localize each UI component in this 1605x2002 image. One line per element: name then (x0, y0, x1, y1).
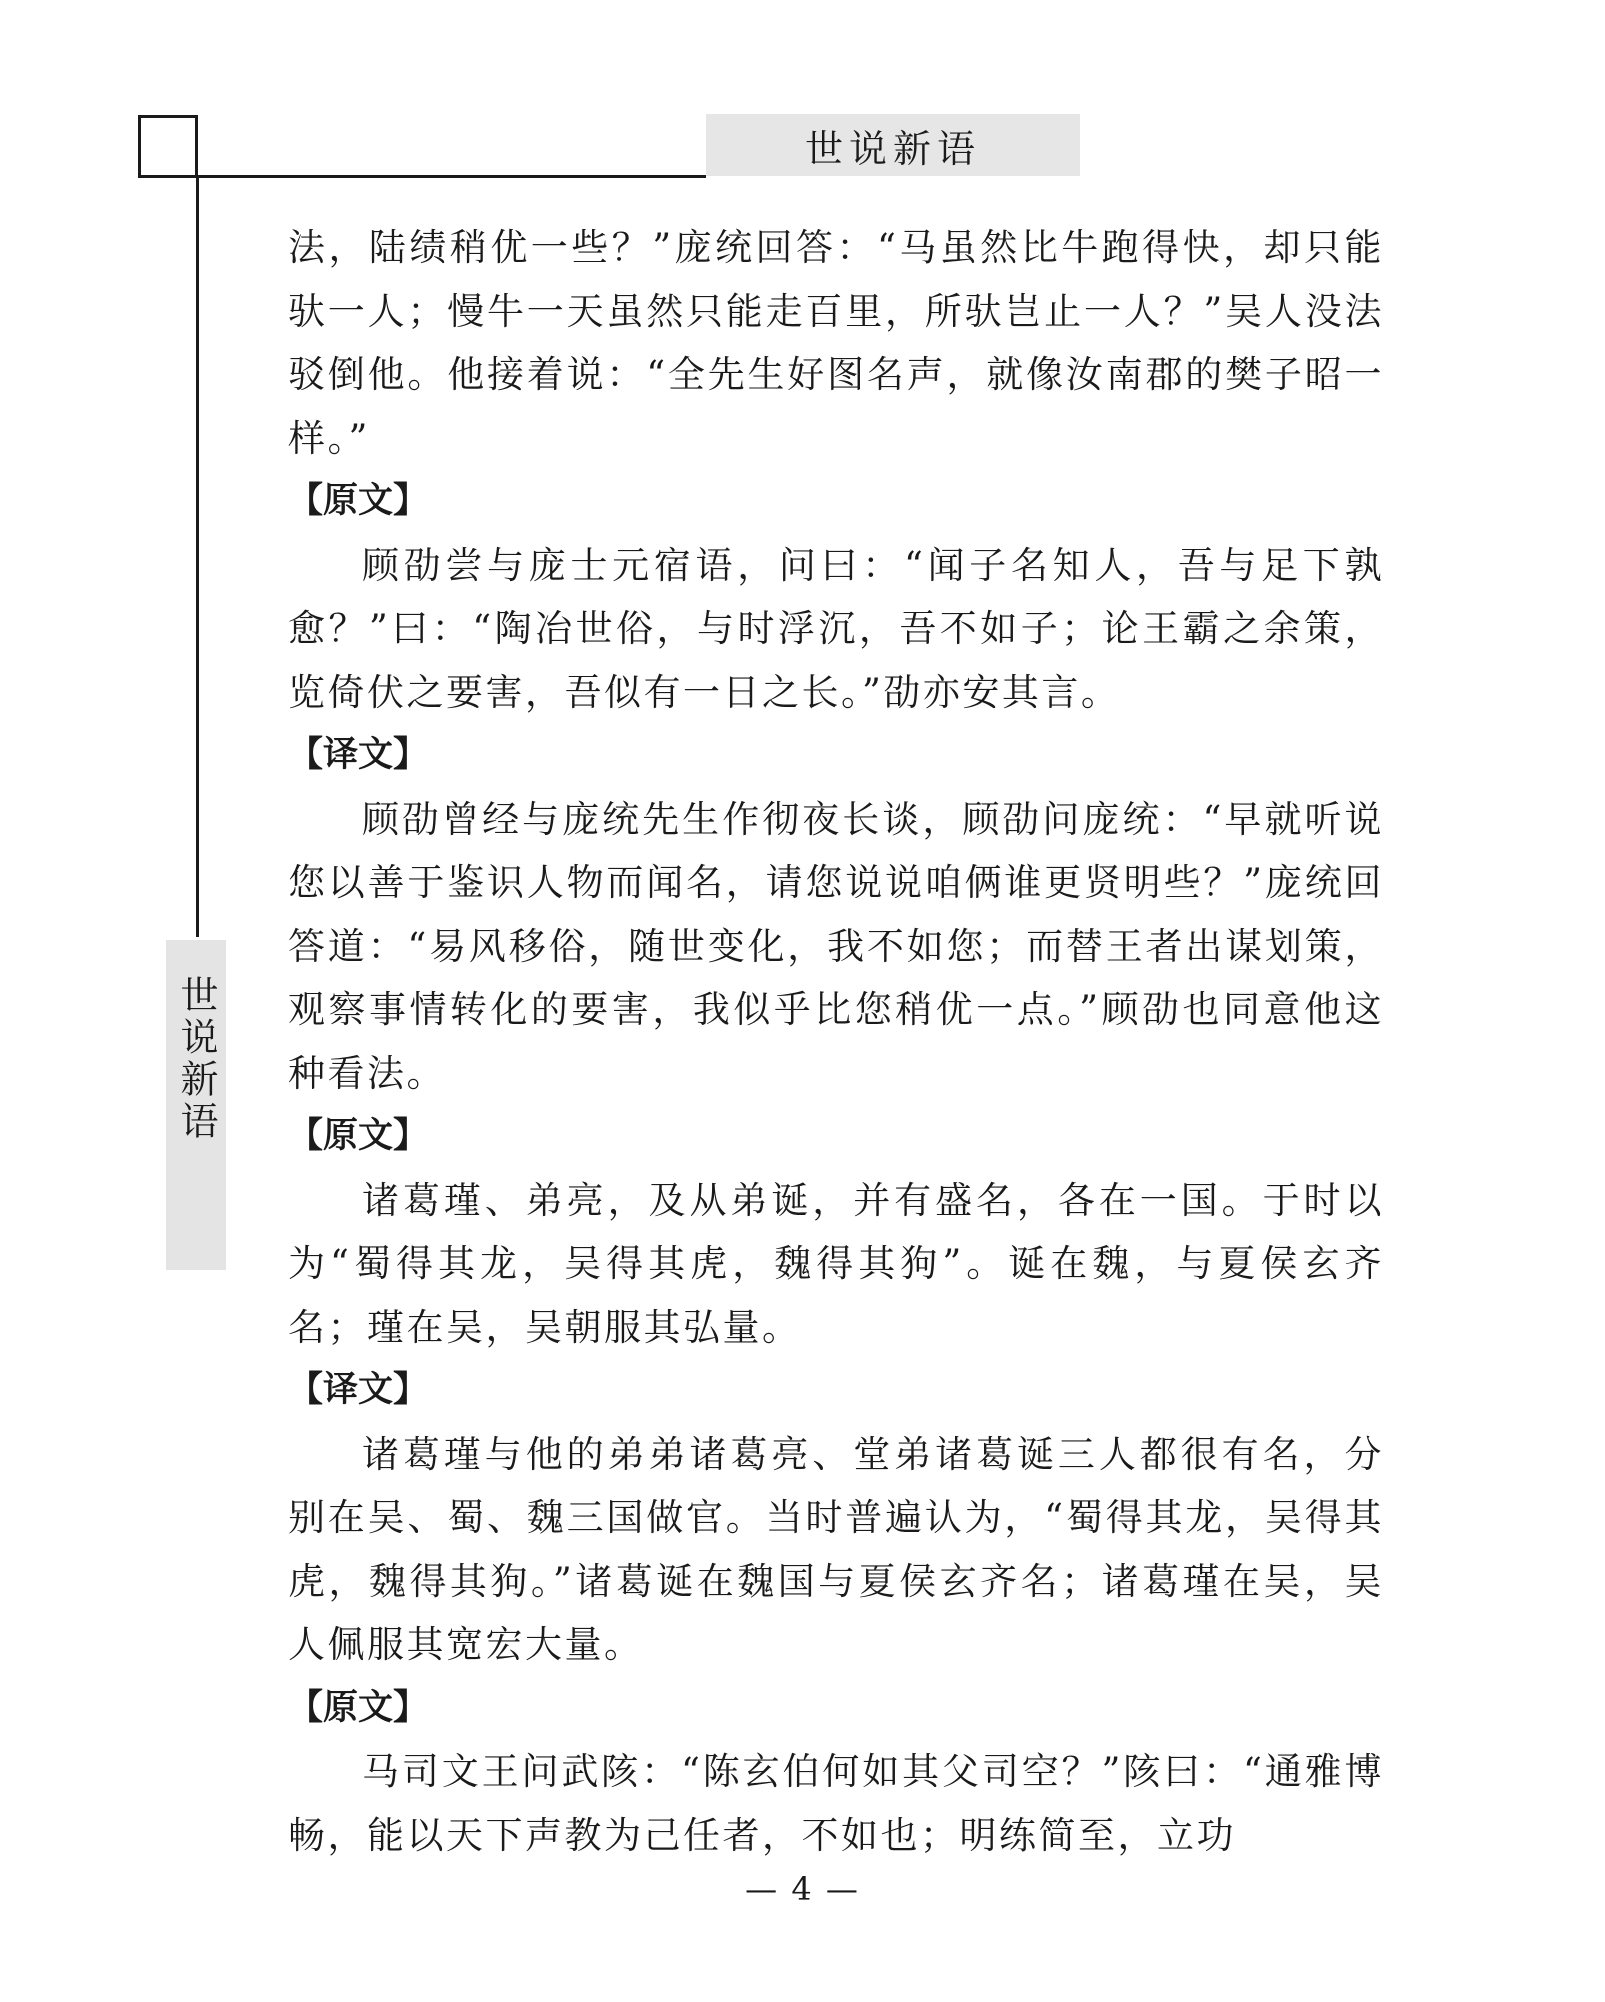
paragraph-original: 马司文王问武陔：“陈玄伯何如其父司空？”陔曰：“通雅博畅，能以天下声教为己任者，不如也；明练简至，立功 (288, 1750, 1384, 1857)
section-heading-translation: 【译文】 (288, 735, 429, 775)
page-number: — 4 — (745, 1870, 860, 1908)
paragraph-original: 诸葛瑾、弟亮，及从弟诞，并有盛名，各在一国。于时以为“蜀得其龙，吴得其虎，魏得其狗”。诞在魏，与夏侯玄齐名；瑾在吴，吴朝服其弘量。 (288, 1178, 1384, 1349)
side-tab-label: 世说新语 (174, 975, 218, 1143)
paragraph-original: 顾劭尝与庞士元宿语，问曰：“闻子名知人，吾与足下孰愈？”曰：“陶冶世俗，与时浮沉，吾不如子；论王霸之余策，览倚伏之要害，吾似有一日之长。”劭亦安其言。 (288, 543, 1384, 714)
spine-line (196, 175, 199, 937)
section-heading-translation: 【译文】 (288, 1370, 429, 1410)
section-heading-original: 【原文】 (288, 1687, 429, 1728)
section-heading-original: 【原文】 (288, 1116, 429, 1156)
paragraph-translation: 顾劭曾经与庞统先生作彻夜长谈，顾劭问庞统：“早就听说您以善于鉴识人物而闻名，请您说说咱俩谁更贤明些？”庞统回答道：“易风移俗，随世变化，我不如您；而替王者出谋划策，观察事情转化的要害，我似乎比您稍优一点。”顾劭也同意他这种看法。 (288, 797, 1384, 1095)
paragraph-translation: 诸葛瑾与他的弟弟诸葛亮、堂弟诸葛诞三人都很有名，分别在吴、蜀、魏三国做官。当时普遍认为，“蜀得其龙，吴得其虎，魏得其狗。”诸葛诞在魏国与夏侯玄齐名；诸葛瑾在吴，吴人佩服其宽宏大量。 (288, 1432, 1384, 1666)
section-heading-original: 【原文】 (288, 481, 429, 521)
header-rule (138, 175, 706, 178)
side-thumb-tab (166, 940, 226, 1270)
running-header (706, 114, 1080, 176)
running-header-title: 世说新语 (804, 126, 981, 171)
header-corner-box (138, 115, 198, 178)
page-body (288, 216, 1384, 1867)
paragraph-translation-continued: 法，陆绩稍优一些？”庞统回答：“马虽然比牛跑得快，却只能驮一人；慢牛一天虽然只能走百里，所驮岂止一人？”吴人没法驳倒他。他接着说：“全先生好图名声，就像汝南郡的樊子昭一样。” (288, 226, 1384, 460)
